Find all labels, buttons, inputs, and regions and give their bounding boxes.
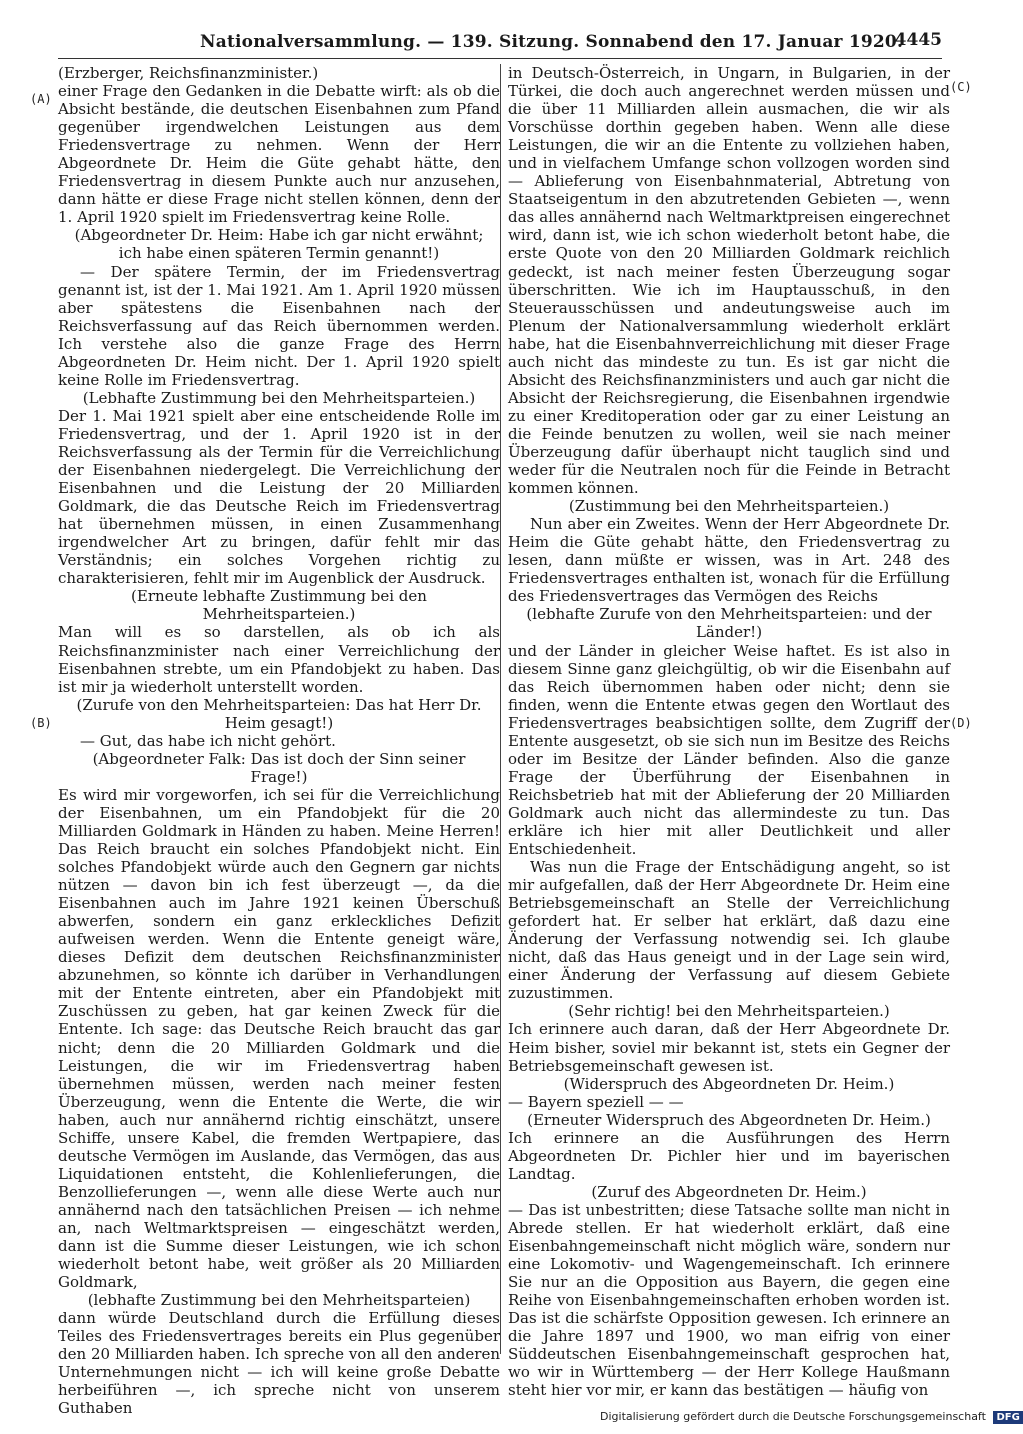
footer [600, 1410, 1020, 1424]
dfg-logo: DFG [993, 1411, 1022, 1424]
interjection: (Lebhafte Zustimmung bei den Mehrheitsparteien.) [82, 388, 476, 407]
margin-mark-c: (C) [950, 80, 972, 94]
column-divider [500, 64, 501, 1354]
interjection: (Zurufe von den Mehrheitsparteien: Das hat Herr Dr. Heim gesagt!) [76, 695, 482, 732]
interjection: (Erneuter Widerspruch des Abgeordneten Dr. Heim.) [527, 1110, 931, 1129]
right-column [508, 64, 950, 1400]
paragraph: Es wird mir vorgeworfen, ich sei für die Verreichlichung der Eisenbahnen, um ein Pfandobjekt für die 20 Milliarden Goldmark in Händen zu haben. Meine Herren! Das Reich braucht ein solches Pfandobjekt nicht. Ein solches Pfandobjekt würde auch den Gegnern gar nichts nützen — davon bin ich fest überzeugt —, da die Eisenbahnen auch im Jahre 1921 keinen Überschuß abwerfen, sondern ein ganz erkleckliches Defizit aufweisen werden. Wenn die Entente geneigt wäre, dieses Defizit dem deutschen Reichsfinanzminister abzunehmen, so könnte ich darüber in Verhandlungen mit der Entente eintreten, aber ein Pfandobjekt mit Zuschüssen zu geben, hat gar keinen Zweck für die Entente. Ich sage: das Deutsche Reich braucht das gar nicht; denn die 20 Milliarden Goldmark und die Leistungen, die wir im Friedensvertrag haben übernehmen müssen, werden nach meiner festen Überzeugung, wenn die Entente die Werte, die wir haben, auch nur annähernd richtig einschätzt, unsere Schiffe, unsere Kabel, die fremden Wertpapiere, das deutsche Vermögen im Auslande, das Vermögen, das aus Liquidationen entsteht, die Kohlenlieferungen, die Benzollieferungen —, wenn alle diese Werte auch nur annähernd nach den tatsächlichen Preisen — ich nehme an, nach Weltmarktspreisen — eingeschätzt werden, dann ist die Summe dieser Leistungen, wie ich schon wiederholt betont habe, weit größer als 20 Milliarden Goldmark, [58, 785, 500, 1292]
interjection: (Widerspruch des Abgeordneten Dr. Heim.) [563, 1074, 895, 1093]
paragraph: Nun aber ein Zweites. Wenn der Herr Abgeordnete Dr. Heim die Güte gehabt hätte, den Friedensvertrag zu lesen, dann müßte er wissen, was in Art. 248 des Friedensvertrages enthalten ist, wonach für die Erfüllung des Friedensvertrages das Vermögen des Reichs [508, 515, 950, 606]
paragraph: — Das ist unbestritten; diese Tatsache sollte man nicht in Abrede stellen. Er hat wiederholt erklärt, daß eine Eisenbahngemeinschaft nicht möglich wäre, sondern nur eine Lokomotiv- und Wagengemeinschaft. Ich erinnere Sie nur an die Opposition aus Bayern, die gegen eine Reihe von Eisenbahngemeinschaften erhoben worden ist. Das ist die schärfste Opposition gewesen. Ich erinnere an die Jahre 1897 und 1900, wo man eifrig von einer Süddeutschen Eisenbahngemeinschaft gesprochen hat, wo wir in Württemberg — der Herr Kollege Haußmann steht hier vor mir, er kann das bestätigen — häufig von [508, 1200, 950, 1400]
paragraph: einer Frage den Gedanken in die Debatte wirft: als ob die Absicht bestände, die deutschen Eisenbahnen zum Pfand gegenüber irgendwelchen Leistungen aus dem Friedensvertrage zu nehmen. Wenn der Herr Abgeordnete Dr. Heim die Güte gehabt hätte, den Friedensvertrag in diesem Punkte auch nur anzusehen, dann hätte er diese Frage nicht stellen können, denn der 1. April 1920 spielt im Friedensvertrag keine Rolle. [58, 82, 500, 227]
paragraph: Man will es so darstellen, als ob ich als Reichsfinanzminister nach einer Verreichlichung der Eisenbahnen strebte, um ein Pfandobjekt zu haben. Das ist mir ja wiederholt unterstellt worden. [58, 623, 500, 696]
paragraph: — Bayern speziell — — [508, 1092, 684, 1111]
margin-mark-b: (B) [30, 716, 52, 730]
page-header [0, 30, 1000, 60]
paragraph: in Deutsch-Österreich, in Ungarn, in Bulgarien, in der Türkei, die doch auch angerechnet werden müssen und die über 11 Milliarden allein ausmachen, die wir als Vorschüsse dorthin gegeben haben. Wenn alle diese Leistungen, die wir an die Entente zu vollziehen haben, und in vielfachem Umfange schon vollzogen worden sind — Ablieferung von Eisenbahnmaterial, Abtretung von Staatseigentum in den abzutretenden Gebieten —, wenn das alles annähernd nach Weltmarktpreisen eingerechnet wird, dann ist, wie ich schon wiederholt betont habe, die erste Quote von den 20 Milliarden Goldmark reichlich gedeckt, ist nach meiner festen Überzeugung sogar überschritten. Wie ich im Hauptausschuß, in den Steuerausschüssen und andeutungsweise auch im Plenum der Nationalversammlung wiederholt erklärt habe, hat die Eisenbahnverreichlichung mit dieser Frage auch nicht das mindeste zu tun. Es ist gar nicht die Absicht des Reichsfinanzministers und auch gar nicht die Absicht der Reichsregierung, die Eisenbahnen irgendwie zu einer Kreditoperation oder gar zu einer Leistung an die Feinde benutzen zu wollen, weil sie nach meiner Überzeugung dafür überhaupt nicht tauglich sind und weder für die Neutralen noch für die Feinde in Betracht kommen können. [508, 64, 950, 498]
margin-mark-a: (A) [30, 92, 52, 106]
margin-mark-d: (D) [950, 716, 972, 730]
interjection: (Sehr richtig! bei den Mehrheitsparteien.) [568, 1002, 890, 1021]
paragraph: Was nun die Frage der Entschädigung angeht, so ist mir aufgefallen, daß der Herr Abgeordnete Dr. Heim eine Betriebsgemeinschaft an Stelle der Verreichlichung gefordert hat. Er selber hat erklärt, daß dazu eine Änderung der Verfassung notwendig sei. Ich glaube nicht, daß das Haus geneigt und in der Lage sein wird, einer Änderung der Verfassung auf diesem Gebiete zuzustimmen. [508, 858, 950, 1003]
speaker-label: (Erzberger, Reichsfinanzminister.) [58, 64, 319, 82]
paragraph: Der 1. Mai 1921 spielt aber eine entscheidende Rolle im Friedensvertrag, und der 1. April 1920 ist in der Reichsverfassung als der Termin für die Verreichlichung der Eisenbahnen niedergelegt. Die Verreichlichung der Eisenbahnen und die Leistung der 20 Milliarden Goldmark, die das Deutsche Reich im Friedensvertrag hat übernehmen müssen, in einen Zusammenhang irgendwelcher Art zu bringen, dafür fehlt mir das Verständnis; ein solches Vorgehen richtig zu charakterisieren, fehlt mir im Augenblick der Ausdruck. [58, 406, 500, 588]
interjection: (Abgeordneter Dr. Heim: Habe ich gar nicht erwähnt; ich habe einen späteren Termin genannt!) [74, 226, 484, 263]
paragraph: Ich erinnere auch daran, daß der Herr Abgeordnete Dr. Heim bisher, soviel mir bekannt ist, stets ein Gegner der Betriebsgemeinschaft gewesen ist. [508, 1020, 950, 1075]
page-number: 4445 [894, 30, 942, 50]
interjection: (lebhafte Zurufe von den Mehrheitsparteien: und der Länder!) [526, 605, 932, 642]
interjection: (Erneute lebhafte Zustimmung bei den Mehrheitsparteien.) [131, 587, 427, 624]
footer-text: Digitalisierung gefördert durch die Deutsche Forschungsgemeinschaft [600, 1410, 986, 1423]
paragraph: dann würde Deutschland durch die Erfüllung dieses Teiles des Friedensvertrages bereits ein Plus gegenüber den 20 Milliarden haben. Ich spreche von all den anderen Unternehmungen nicht — ich will keine große Debatte herbeiführen —, ich spreche nicht von unserem Guthaben [58, 1309, 500, 1418]
interjection: (Zuruf des Abgeordneten Dr. Heim.) [591, 1182, 867, 1201]
paragraph: — Gut, das habe ich nicht gehört. [80, 731, 336, 750]
paragraph: und der Länder in gleicher Weise haftet. Es ist also in diesem Sinne ganz gleichgültig, ob wir die Eisenbahn auf das Reich übernommen haben oder nicht; denn sie finden, wenn die Entente etwas gegen den Wortlaut des Friedensvertrages beabsichtigen sollte, dem Zugriff der Entente ausgesetzt, ob sie sich nun im Besitze des Reichs oder im Besitze der Länder befinden. Also die ganze Frage der Überführung der Eisenbahnen in Reichsbetrieb hat mit der Ablieferung der 20 Milliarden Goldmark auch nicht das allermindeste zu tun. Das erkläre ich hier mit aller Deutlichkeit und aller Entschiedenheit. [508, 641, 950, 859]
running-title: Nationalversammlung. — 139. Sitzung. Sonnabend den 17. Januar 1920. [200, 32, 904, 52]
interjection: (Zustimmung bei den Mehrheitsparteien.) [568, 497, 890, 516]
header-rule [58, 58, 942, 59]
interjection: (Abgeordneter Falk: Das ist doch der Sinn seiner Frage!) [92, 749, 466, 786]
interjection: (lebhafte Zustimmung bei den Mehrheitsparteien) [87, 1291, 471, 1310]
paragraph: Ich erinnere an die Ausführungen des Herrn Abgeordneten Dr. Pichler hier und im bayerischen Landtag. [508, 1128, 950, 1183]
paragraph: — Der spätere Termin, der im Friedensvertrag genannt ist, ist der 1. Mai 1921. Am 1. April 1920 müssen aber spätestens die Eisenbahnen nach der Reichsverfassung auf das Reich übernommen werden. Ich verstehe also die ganze Frage des Herrn Abgeordneten Dr. Heim nicht. Der 1. April 1920 spielt keine Rolle im Friedensvertrag. [58, 262, 500, 389]
left-column [58, 64, 500, 1418]
